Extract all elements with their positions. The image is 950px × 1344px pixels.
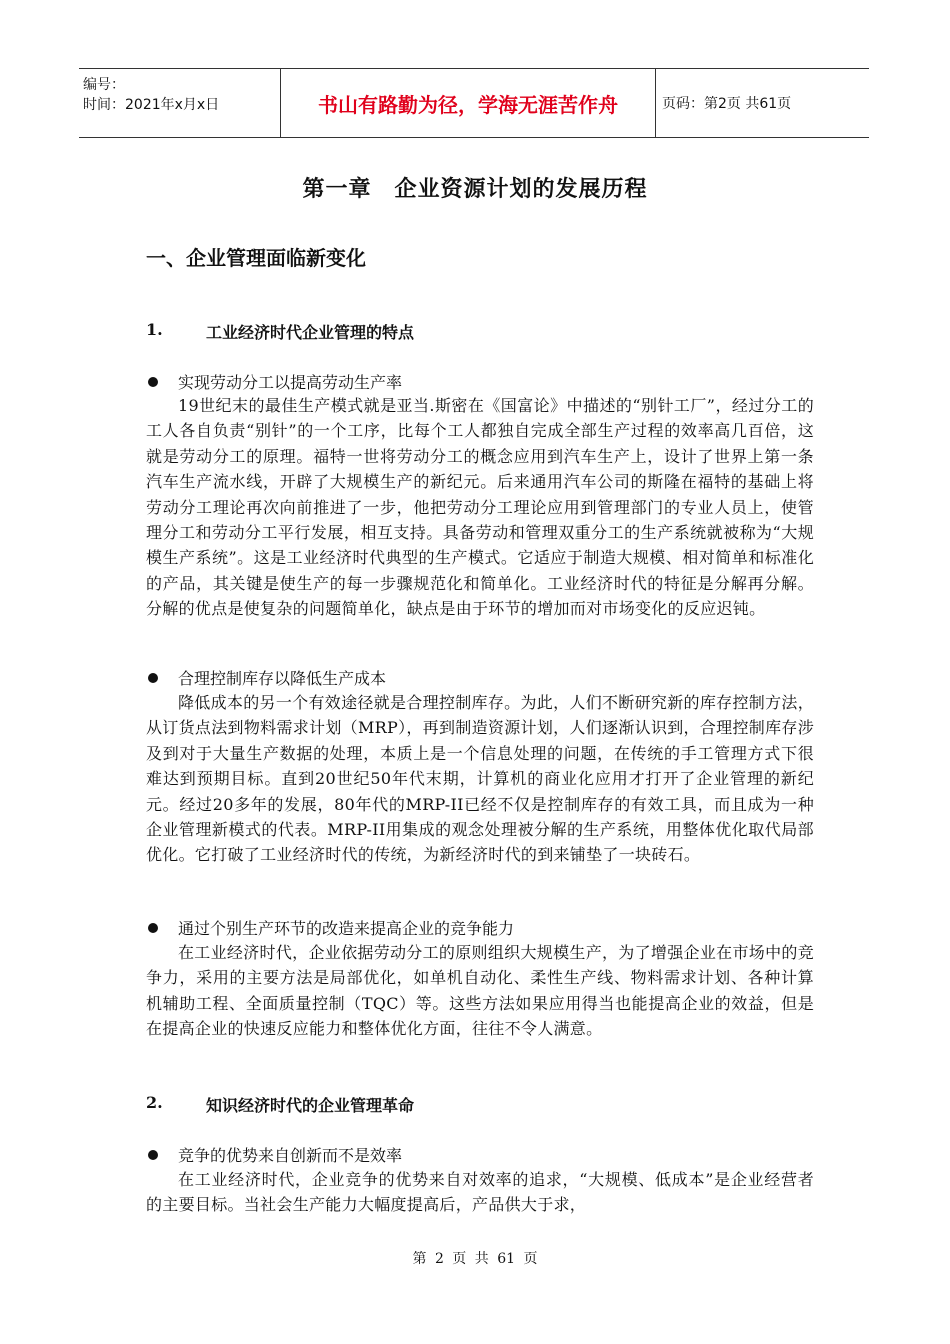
- bullet-item: [148, 916, 514, 939]
- subsection-number: 1.: [146, 320, 163, 339]
- bullet-dot-icon: [148, 377, 158, 387]
- header-motto: 书山有路勤为径，学海无涯苦作舟: [281, 69, 656, 137]
- subsection-heading: [146, 320, 414, 343]
- time-label: 时间：2021年x月x日: [83, 97, 220, 113]
- bullet-dot-icon: [148, 923, 158, 933]
- bullet-dot-icon: [148, 1150, 158, 1160]
- document-header: [79, 68, 869, 138]
- paragraph: 降低成本的另一个有效途径就是合理控制库存。为此，人们不断研究新的库存控制方法，从订货点法到物料需求计划（MRP），再到制造资源计划，人们逐渐认识到，合理控制库存涉及到对于大量生产数据的处理，本质上是一个信息处理的问题，在传统的手工管理方式下很难达到预期目标。直到20世纪50年代末期，计算机的商业化应用才打开了企业管理的新纪元。经过20多年的发展，80年代的MRP-II已经不仅是控制库存的有效工具，而且成为一种企业管理新模式的代表。MRP-II用集成的观念处理被分解的生产系统，用整体优化取代局部优化。它打破了工业经济时代的传统，为新经济时代的到来铺垫了一块砖石。: [146, 693, 814, 865]
- bullet-dot-icon: [148, 673, 158, 683]
- paragraph: 在工业经济时代，企业依据劳动分工的原则组织大规模生产，为了增强企业在市场中的竞争力，采用的主要方法是局部优化，如单机自动化、柔性生产线、物料需求计划、各种计算机辅助工程、全面质量控制（TQC）等。这些方法如果应用得当也能提高企业的效益，但是在提高企业的快速反应能力和整体优化方面，往往不令人满意。: [146, 943, 814, 1039]
- subsection-title: 知识经济时代的企业管理革命: [206, 1096, 415, 1115]
- bullet-item: [148, 666, 386, 689]
- page-footer: 第 2 页 共 61 页: [412, 1251, 538, 1267]
- header-meta: [79, 69, 281, 137]
- bullet-text: 通过个别生产环节的改造来提高企业的竞争能力: [178, 919, 515, 938]
- bullet-item: [148, 370, 402, 393]
- paragraph: 19世纪末的最佳生产模式就是亚当.斯密在《国富论》中描述的“别针工厂”，经过分工的工人各自负责“别针”的一个工序，比每个工人都独自完成全部生产过程的效率高几百倍，这就是劳动分工的原理。福特一世将劳动分工的概念应用到汽车生产上，设计了世界上第一条汽车生产流水线，开辟了大规模生产的新纪元。后来通用汽车公司的斯隆在福特的基础上将劳动分工理论再次向前推进了一步，他把劳动分工理论应用到管理部门的专业人员上，使管理分工和劳动分工平行发展，相互支持。具备劳动和管理双重分工的生产系统就被称为“大规模生产系统”。这是工业经济时代典型的生产模式。它适应于制造大规模、相对简单和标准化的产品，其关键是使生产的每一步骤规范化和简单化。工业经济时代的特征是分解再分解。分解的优点是使复杂的问题简单化，缺点是由于环节的增加而对市场变化的反应迟钝。: [146, 396, 814, 619]
- chapter-title: 第一章 企业资源计划的发展历程: [302, 176, 648, 202]
- bullet-text: 合理控制库存以降低生产成本: [178, 669, 387, 688]
- subsection-heading: [146, 1093, 414, 1116]
- bullet-text: 竞争的优势来自创新而不是效率: [178, 1146, 403, 1165]
- subsection-title: 工业经济时代企业管理的特点: [206, 323, 415, 342]
- section-title: 一、企业管理面临新变化: [146, 246, 366, 270]
- bullet-item: [148, 1143, 402, 1166]
- subsection-number: 2.: [146, 1093, 163, 1112]
- bullet-text: 实现劳动分工以提高劳动生产率: [178, 373, 403, 392]
- number-label: 编号：: [83, 77, 125, 93]
- paragraph: 在工业经济时代，企业竞争的优势来自对效率的追求，“大规模、低成本”是企业经营者的主要目标。当社会生产能力大幅度提高后，产品供大于求，: [146, 1170, 814, 1215]
- header-page-info: 页码：第2页 共61页: [662, 96, 792, 112]
